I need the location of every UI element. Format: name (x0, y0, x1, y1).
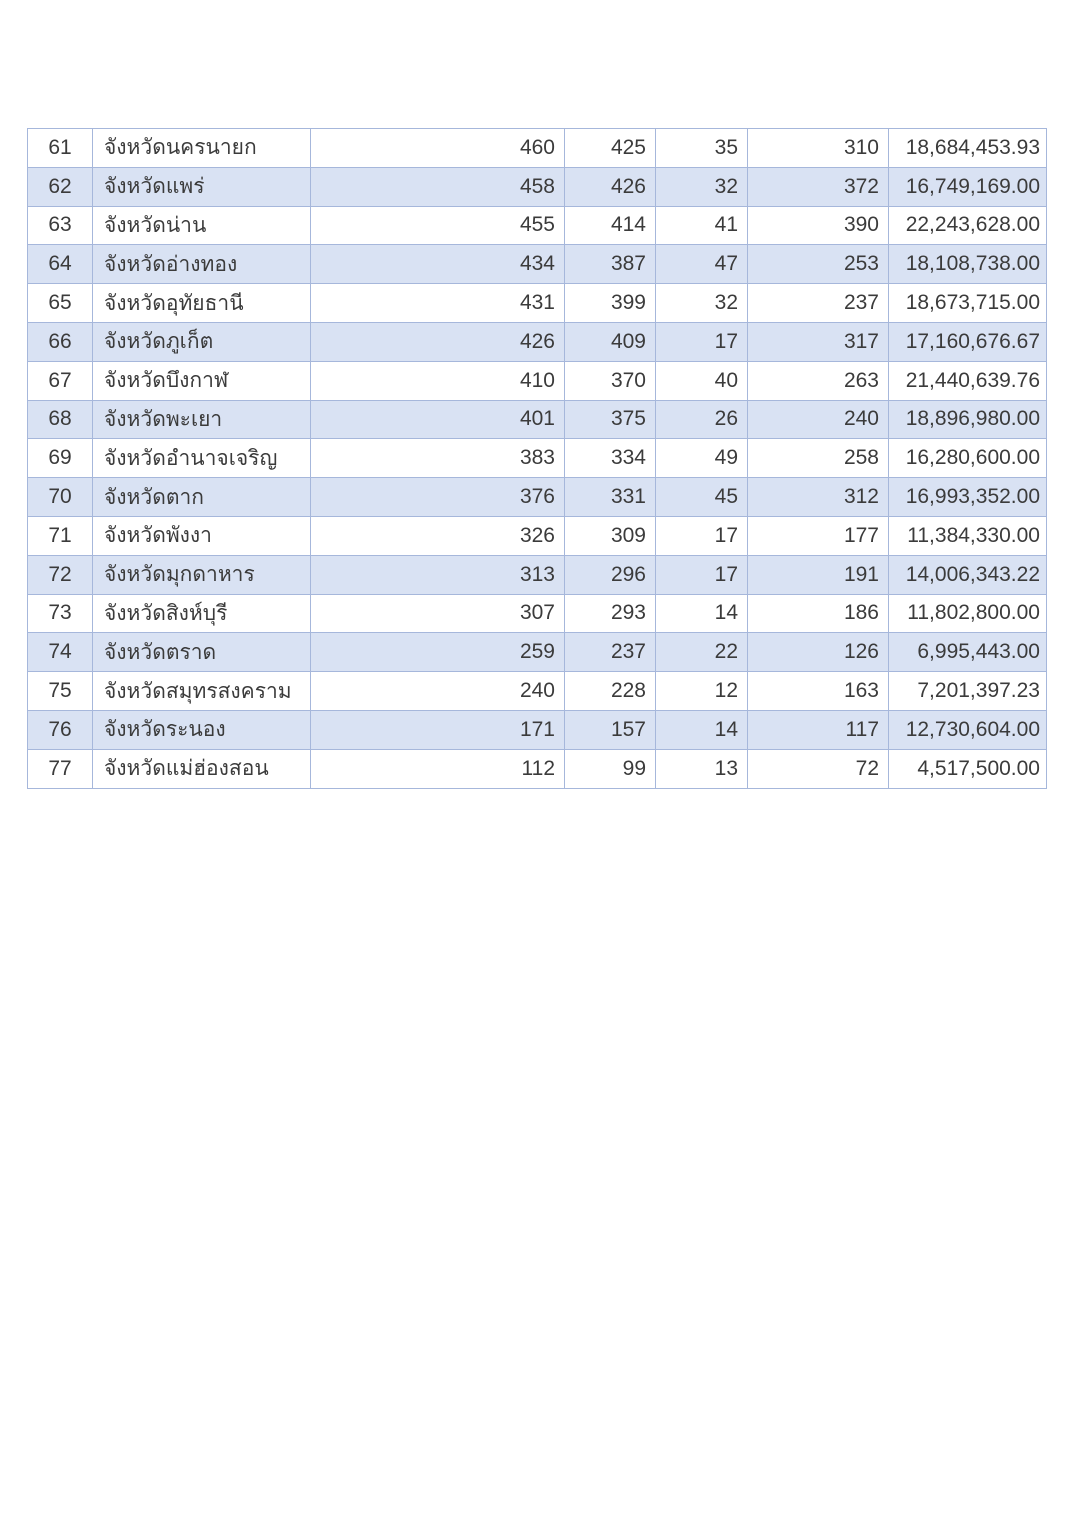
value-col-4: 191 (748, 555, 889, 594)
value-col-3: 14 (656, 710, 748, 749)
value-col-2: 375 (565, 400, 656, 439)
province-name: จังหวัดแพร่ (93, 167, 311, 206)
value-col-2: 387 (565, 245, 656, 284)
row-rank: 64 (28, 245, 93, 284)
row-rank: 68 (28, 400, 93, 439)
amount-value: 18,108,738.00 (889, 245, 1047, 284)
value-col-4: 117 (748, 710, 889, 749)
amount-value: 12,730,604.00 (889, 710, 1047, 749)
row-rank: 69 (28, 439, 93, 478)
value-col-2: 331 (565, 478, 656, 517)
table-row (28, 749, 1047, 788)
amount-value: 14,006,343.22 (889, 555, 1047, 594)
value-col-1: 426 (311, 322, 565, 361)
amount-value: 4,517,500.00 (889, 749, 1047, 788)
province-name: จังหวัดภูเก็ต (93, 322, 311, 361)
value-col-3: 41 (656, 206, 748, 245)
value-col-4: 126 (748, 633, 889, 672)
amount-value: 11,384,330.00 (889, 516, 1047, 555)
value-col-2: 414 (565, 206, 656, 245)
amount-value: 18,673,715.00 (889, 284, 1047, 323)
value-col-3: 32 (656, 167, 748, 206)
province-name: จังหวัดน่าน (93, 206, 311, 245)
value-col-4: 310 (748, 129, 889, 168)
value-col-1: 458 (311, 167, 565, 206)
value-col-3: 17 (656, 555, 748, 594)
province-name: จังหวัดอ่างทอง (93, 245, 311, 284)
value-col-2: 309 (565, 516, 656, 555)
value-col-3: 13 (656, 749, 748, 788)
province-name: จังหวัดอุทัยธานี (93, 284, 311, 323)
row-rank: 75 (28, 672, 93, 711)
value-col-4: 312 (748, 478, 889, 517)
value-col-4: 177 (748, 516, 889, 555)
amount-value: 18,684,453.93 (889, 129, 1047, 168)
value-col-1: 401 (311, 400, 565, 439)
amount-value: 16,280,600.00 (889, 439, 1047, 478)
table-row (28, 129, 1047, 168)
row-rank: 63 (28, 206, 93, 245)
row-rank: 70 (28, 478, 93, 517)
row-rank: 62 (28, 167, 93, 206)
row-rank: 74 (28, 633, 93, 672)
table-row (28, 439, 1047, 478)
province-name: จังหวัดอำนาจเจริญ (93, 439, 311, 478)
value-col-1: 383 (311, 439, 565, 478)
province-name: จังหวัดตาก (93, 478, 311, 517)
table-row (28, 167, 1047, 206)
amount-value: 18,896,980.00 (889, 400, 1047, 439)
province-data-table (27, 128, 1047, 789)
value-col-4: 263 (748, 361, 889, 400)
province-name: จังหวัดแม่ฮ่องสอน (93, 749, 311, 788)
table-row (28, 284, 1047, 323)
value-col-3: 26 (656, 400, 748, 439)
value-col-2: 399 (565, 284, 656, 323)
value-col-1: 112 (311, 749, 565, 788)
amount-value: 16,749,169.00 (889, 167, 1047, 206)
table-row (28, 400, 1047, 439)
table-row (28, 206, 1047, 245)
value-col-3: 22 (656, 633, 748, 672)
value-col-1: 410 (311, 361, 565, 400)
table-row (28, 478, 1047, 517)
value-col-1: 326 (311, 516, 565, 555)
amount-value: 21,440,639.76 (889, 361, 1047, 400)
value-col-3: 32 (656, 284, 748, 323)
value-col-4: 317 (748, 322, 889, 361)
amount-value: 16,993,352.00 (889, 478, 1047, 517)
value-col-4: 253 (748, 245, 889, 284)
value-col-3: 49 (656, 439, 748, 478)
province-name: จังหวัดนครนายก (93, 129, 311, 168)
table-row (28, 710, 1047, 749)
row-rank: 65 (28, 284, 93, 323)
table-row (28, 322, 1047, 361)
value-col-4: 240 (748, 400, 889, 439)
province-name: จังหวัดระนอง (93, 710, 311, 749)
amount-value: 22,243,628.00 (889, 206, 1047, 245)
value-col-4: 72 (748, 749, 889, 788)
value-col-2: 293 (565, 594, 656, 633)
value-col-3: 14 (656, 594, 748, 633)
value-col-3: 35 (656, 129, 748, 168)
value-col-1: 376 (311, 478, 565, 517)
table-row (28, 594, 1047, 633)
value-col-2: 157 (565, 710, 656, 749)
value-col-3: 40 (656, 361, 748, 400)
value-col-2: 425 (565, 129, 656, 168)
value-col-1: 307 (311, 594, 565, 633)
row-rank: 77 (28, 749, 93, 788)
value-col-4: 372 (748, 167, 889, 206)
value-col-1: 259 (311, 633, 565, 672)
value-col-4: 163 (748, 672, 889, 711)
value-col-3: 47 (656, 245, 748, 284)
amount-value: 17,160,676.67 (889, 322, 1047, 361)
value-col-3: 17 (656, 322, 748, 361)
value-col-2: 228 (565, 672, 656, 711)
table-row (28, 672, 1047, 711)
value-col-2: 334 (565, 439, 656, 478)
province-name: จังหวัดมุกดาหาร (93, 555, 311, 594)
value-col-1: 431 (311, 284, 565, 323)
value-col-1: 171 (311, 710, 565, 749)
value-col-4: 186 (748, 594, 889, 633)
row-rank: 73 (28, 594, 93, 633)
value-col-1: 460 (311, 129, 565, 168)
value-col-2: 370 (565, 361, 656, 400)
value-col-4: 258 (748, 439, 889, 478)
province-name: จังหวัดสมุทรสงคราม (93, 672, 311, 711)
province-name: จังหวัดสิงห์บุรี (93, 594, 311, 633)
value-col-2: 426 (565, 167, 656, 206)
value-col-4: 390 (748, 206, 889, 245)
row-rank: 72 (28, 555, 93, 594)
value-col-1: 240 (311, 672, 565, 711)
value-col-2: 296 (565, 555, 656, 594)
value-col-4: 237 (748, 284, 889, 323)
province-name: จังหวัดตราด (93, 633, 311, 672)
province-name: จังหวัดพังงา (93, 516, 311, 555)
value-col-2: 99 (565, 749, 656, 788)
value-col-3: 45 (656, 478, 748, 517)
table-body (28, 129, 1047, 789)
value-col-1: 455 (311, 206, 565, 245)
row-rank: 76 (28, 710, 93, 749)
table-row (28, 555, 1047, 594)
province-name: จังหวัดบึงกาฬ (93, 361, 311, 400)
row-rank: 61 (28, 129, 93, 168)
value-col-3: 17 (656, 516, 748, 555)
table-row (28, 245, 1047, 284)
value-col-1: 313 (311, 555, 565, 594)
table-row (28, 516, 1047, 555)
table-row (28, 361, 1047, 400)
amount-value: 7,201,397.23 (889, 672, 1047, 711)
row-rank: 71 (28, 516, 93, 555)
value-col-2: 409 (565, 322, 656, 361)
amount-value: 6,995,443.00 (889, 633, 1047, 672)
province-name: จังหวัดพะเยา (93, 400, 311, 439)
row-rank: 67 (28, 361, 93, 400)
amount-value: 11,802,800.00 (889, 594, 1047, 633)
table-row (28, 633, 1047, 672)
value-col-3: 12 (656, 672, 748, 711)
value-col-2: 237 (565, 633, 656, 672)
row-rank: 66 (28, 322, 93, 361)
value-col-1: 434 (311, 245, 565, 284)
